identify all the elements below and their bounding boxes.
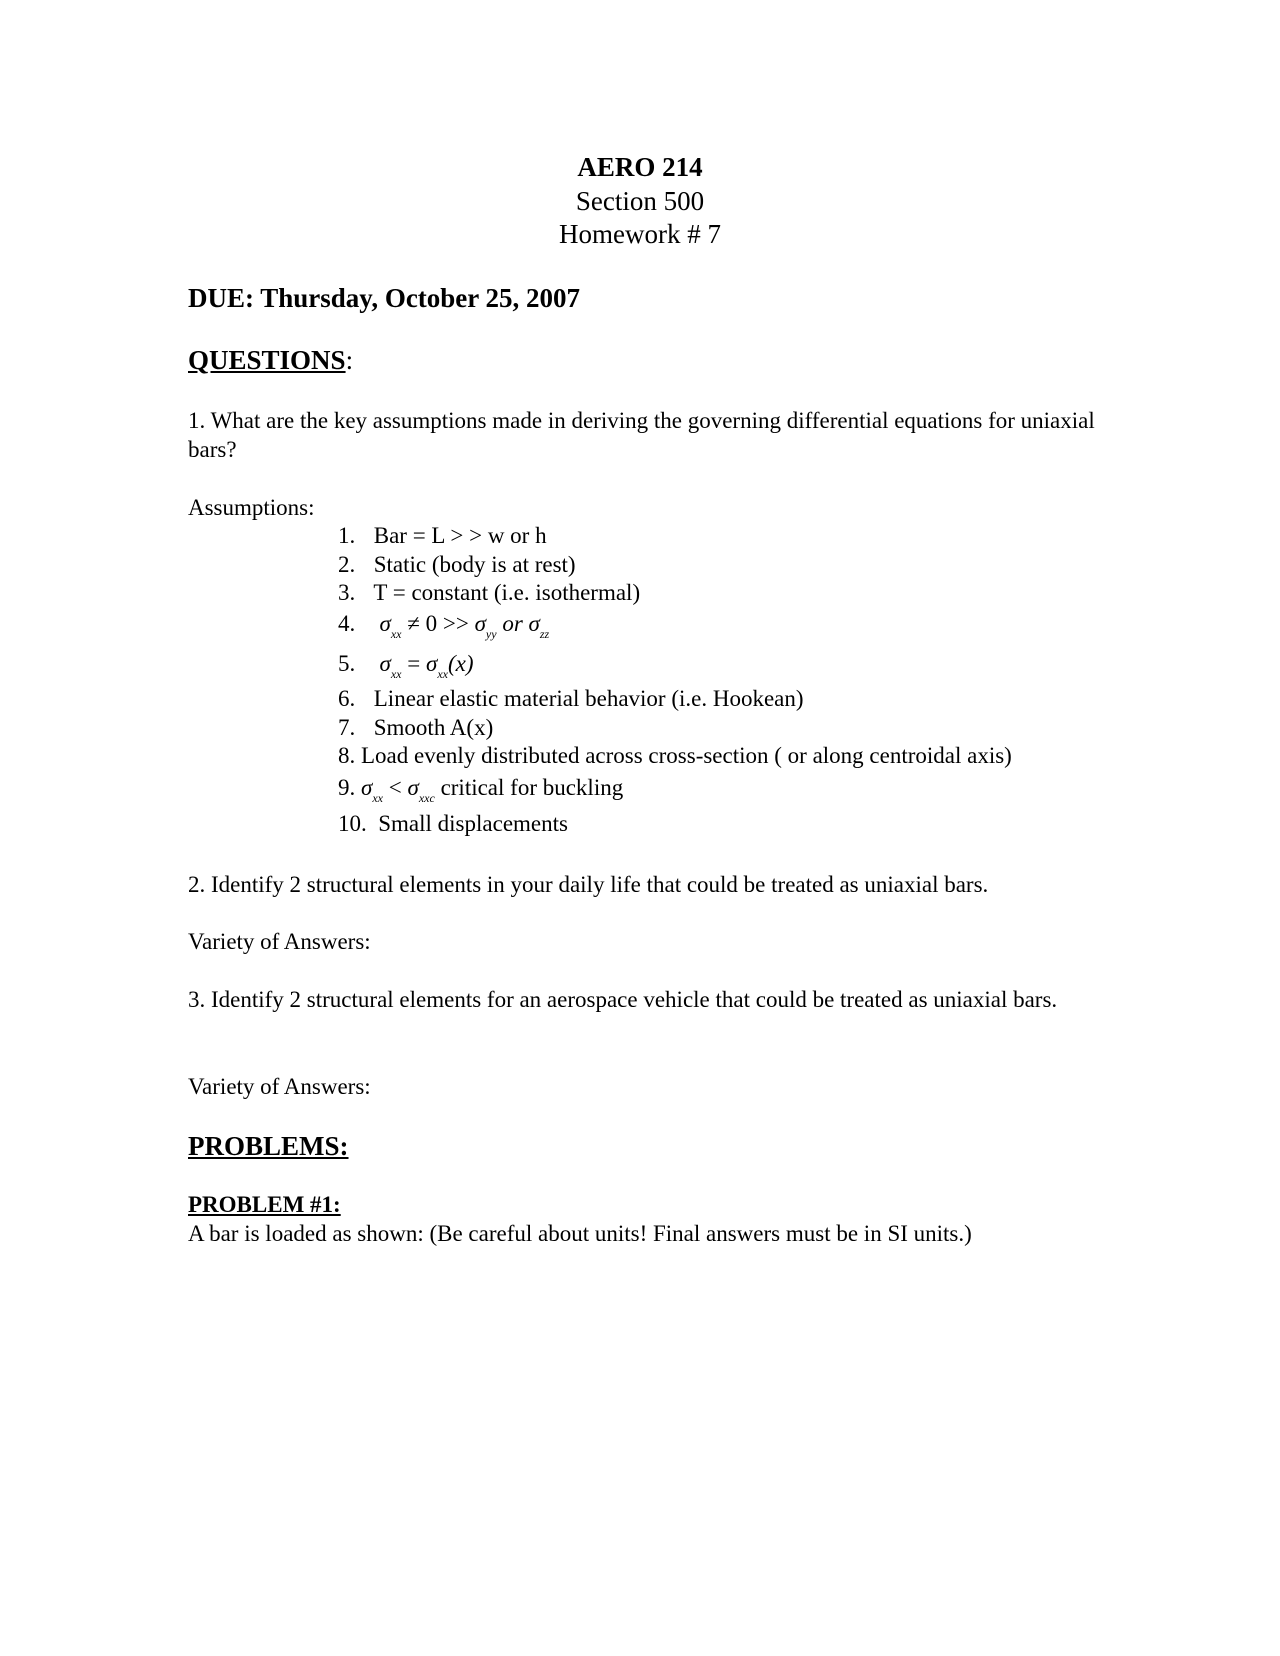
- question-3: 3. Identify 2 structural elements for an aerospace vehicle that could be treated as uniaxial bars.: [188, 987, 1058, 1012]
- assumption-item: 10. Small displacements: [338, 811, 568, 836]
- problems-heading: PROBLEMS:: [188, 1131, 349, 1161]
- equation: $\sigma_{xx} = \sigma_{xx}(x)$: [379, 651, 474, 681]
- question-2: 2. Identify 2 structural elements in your daily life that could be treated as uniaxial bars.: [188, 872, 989, 897]
- assumption-item: 5. $\sigma_{xx} = \sigma_{xx}(x)$: [338, 651, 474, 681]
- questions-heading-text: QUESTIONS: [188, 345, 346, 375]
- equation: $\sigma_{xx} < \sigma_{xxc}$: [361, 775, 435, 805]
- course-title: AERO 214: [577, 152, 703, 182]
- assumption-item: 1. Bar = L > > w or h: [338, 523, 547, 548]
- equation: $\sigma_{xx} \ne 0 >> \sigma_{yy}$ or $\sigma_{zz}$: [379, 611, 550, 641]
- homework-label: Homework # 7: [559, 219, 721, 249]
- assumption-item: 8. Load evenly distributed across cross-section ( or along centroidal axis): [338, 743, 1012, 768]
- section-label: Section 500: [575, 186, 705, 216]
- assumption-item: 9. $\sigma_{xx} < \sigma_{xxc}$ critical for buckling: [338, 775, 624, 805]
- problem-1-text: A bar is loaded as shown: (Be careful about units! Final answers must be in SI units.): [188, 1221, 972, 1246]
- due-date: DUE: Thursday, October 25, 2007: [188, 283, 581, 313]
- assumption-item: 3. T = constant (i.e. isothermal): [338, 580, 641, 605]
- assumption-item: 4. $\sigma_{xx} \ne 0 >> \sigma_{yy}$ or $\sigma_{zz}$: [338, 611, 550, 641]
- question-3-answer: Variety of Answers:: [188, 1074, 371, 1099]
- assumptions-label: Assumptions:: [188, 495, 315, 520]
- question-1: 1. What are the key assumptions made in deriving the governing differential equations for uniaxial bars?: [188, 408, 1095, 462]
- questions-heading: [188, 344, 353, 376]
- assumption-item: 6. Linear elastic material behavior (i.e. Hookean): [338, 686, 804, 711]
- assumptions-list: [338, 522, 1098, 842]
- question-2-answer: Variety of Answers:: [188, 929, 371, 954]
- assumption-item: 2. Static (body is at rest): [338, 552, 576, 577]
- assumption-item: 7. Smooth A(x): [338, 715, 494, 740]
- questions-heading-colon: :: [345, 345, 354, 375]
- problem-1-title: PROBLEM #1:: [188, 1192, 341, 1217]
